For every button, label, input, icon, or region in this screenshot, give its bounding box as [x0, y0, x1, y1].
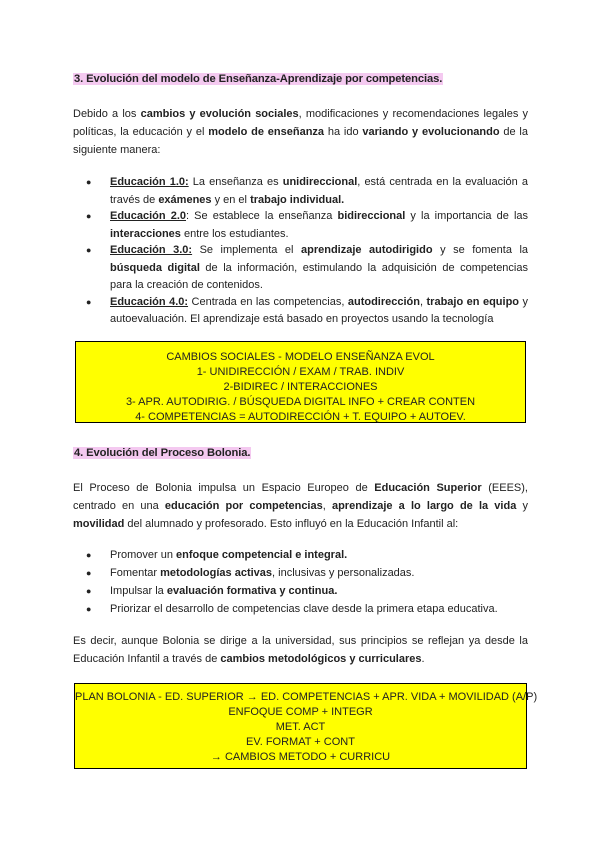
- box-line: CAMBIOS SOCIALES - MODELO ENSEÑANZA EVOL: [166, 351, 435, 363]
- section-4-outro-text-run: Es decir, aunque Bolonia se dirige a la universidad, sus principios se reflejan ya desde la Educación Infantil a través de: [73, 635, 528, 665]
- list-item-bold-run: autodirección: [347, 295, 420, 308]
- list-item-text-run: Promover un: [110, 549, 177, 561]
- section-4-intro-bold-run: educación por competencias: [164, 500, 323, 512]
- list-item-text-run: , está centrada en la evaluación a través de: [110, 176, 528, 206]
- section-3-heading: 3. Evolución del modelo de Enseñanza-Aprendizaje por competencias.: [74, 73, 443, 85]
- box-line: MET. ACT: [275, 721, 326, 733]
- list-item: [73, 600, 528, 618]
- list-item-bold-run: unidireccional: [282, 176, 358, 188]
- box-line: ENFOQUE COMP + INTEGR: [228, 706, 373, 718]
- box-line: 3- APR. AUTODIRIG. / BÚSQUEDA DIGITAL INFO + CREAR CONTEN: [125, 396, 476, 408]
- list-item-text-run: y se fomenta la: [432, 244, 528, 256]
- list-item-text-run: : Se establece la enseñanza: [186, 210, 338, 222]
- list-item: [73, 208, 528, 243]
- list-item-bold-run: enfoque competencial e integral.: [176, 549, 348, 561]
- box-line: 1- UNIDIRECCIÓN / EXAM / TRAB. INDIV: [196, 366, 405, 378]
- section-4-heading: 4. Evolución del Proceso Bolonia.: [74, 447, 251, 459]
- list-item-text-run: y en el: [211, 193, 251, 206]
- list-item: [73, 242, 528, 295]
- summary-box-2: [74, 683, 538, 769]
- list-item-bold-run: aprendizaje autodirigido: [300, 244, 433, 256]
- list-item-text-run: entre los estudiantes.: [180, 227, 289, 240]
- section-3-intro-text-run: Debido a los: [73, 108, 141, 120]
- section-4-intro-bold-run: aprendizaje a lo largo de la vida: [331, 500, 517, 512]
- list-item-text-run: Centrada en las competencias,: [188, 295, 348, 308]
- list-item-text-run: y la importancia de las: [405, 210, 529, 222]
- box-line: PLAN BOLONIA - ED. SUPERIOR → ED. COMPETENCIAS + APR. VIDA + MOVILIDAD (A/P): [75, 691, 538, 703]
- list-item-bold-run: metodologías activas: [160, 567, 273, 579]
- section-4-list: [73, 546, 528, 618]
- list-item-text-run: Fomentar: [110, 567, 161, 579]
- list-item-text-run: ,: [419, 295, 427, 308]
- section-4-intro-text-run: ,: [322, 500, 332, 512]
- section-3-intro-bold-run: cambios y evolución sociales: [140, 108, 299, 120]
- list-item-text-run: La enseñanza es: [188, 176, 283, 188]
- list-item: [73, 174, 528, 209]
- list-item-label: Educación 1.0:: [110, 176, 189, 188]
- list-item: [73, 546, 528, 564]
- section-4-intro-bold-run: Educación Superior: [374, 482, 482, 494]
- list-item-bold-run: interacciones: [110, 227, 181, 240]
- list-item-bold-run: evaluación formativa y continua.: [166, 585, 338, 597]
- section-3-intro: [73, 105, 528, 159]
- list-item-bold-run: trabajo individual.: [250, 193, 345, 206]
- list-item-label: Educación 2.0: [110, 210, 187, 222]
- list-item-bold-run: bidireccional: [337, 210, 406, 222]
- section-3-list: [73, 174, 528, 328]
- box-line: 2-BIDIREC / INTERACCIONES: [223, 381, 378, 393]
- list-item-text-run: Se implementa el: [192, 244, 301, 256]
- box-line: → CAMBIOS METODO + CURRICU: [210, 751, 391, 763]
- section-3-intro-bold-run: modelo de enseñanza: [208, 126, 325, 138]
- list-item-label: Educación 3.0:: [110, 244, 193, 256]
- list-item: [73, 582, 528, 600]
- list-item-bold-run: trabajo en equipo: [426, 295, 520, 308]
- list-item-bold-run: búsqueda digital: [110, 261, 200, 274]
- list-item-text-run: Priorizar el desarrollo de competencias clave desde la primera etapa educativa.: [110, 603, 498, 615]
- section-4-intro: [73, 479, 528, 533]
- section-4-intro-text-run: El Proceso de Bolonia impulsa un Espacio Europeo de: [73, 482, 375, 494]
- section-3-intro-text-run: de la siguiente manera:: [73, 126, 528, 156]
- section-4-intro-text-run: del alumnado y profesorado. Esto influyó en la Educación Infantil al:: [124, 518, 459, 530]
- list-item-bold-run: exámenes: [158, 193, 212, 206]
- section-4-intro-text-run: (EEES), centrado en una: [73, 482, 528, 512]
- summary-box-1: [75, 341, 526, 423]
- box-line: EV. FORMAT + CONT: [246, 736, 355, 748]
- section-4-outro: [73, 632, 528, 668]
- section-3-intro-bold-run: variando y evolucionando: [362, 126, 500, 138]
- list-item-text-run: , inclusivas y personalizadas.: [272, 567, 415, 579]
- section-4-intro-text-run: y: [516, 500, 528, 512]
- list-item-text-run: y autoevaluación. El aprendizaje está basado en proyectos usando la tecnología: [110, 295, 528, 325]
- box-line: 4- COMPETENCIAS = AUTODIRECCIÓN + T. EQUIPO + AUTOEV.: [135, 411, 466, 423]
- list-item-text-run: Impulsar la: [110, 585, 167, 597]
- section-4-outro-text-run: .: [421, 653, 425, 665]
- section-3-intro-text-run: , modificaciones y recomendaciones legales y políticas, la educación y el: [73, 108, 529, 138]
- list-item-label: Educación 4.0:: [110, 295, 189, 308]
- section-3-intro-text-run: ha ido: [324, 126, 363, 138]
- section-4-outro-bold-run: cambios metodológicos y curriculares: [220, 653, 422, 665]
- section-4-intro-bold-run: movilidad: [73, 518, 125, 530]
- list-item: [73, 294, 528, 329]
- list-item: [73, 564, 528, 582]
- list-item-text-run: de la información, estimulando la adquisición de competencias para la creación de contenidos.: [110, 261, 528, 291]
